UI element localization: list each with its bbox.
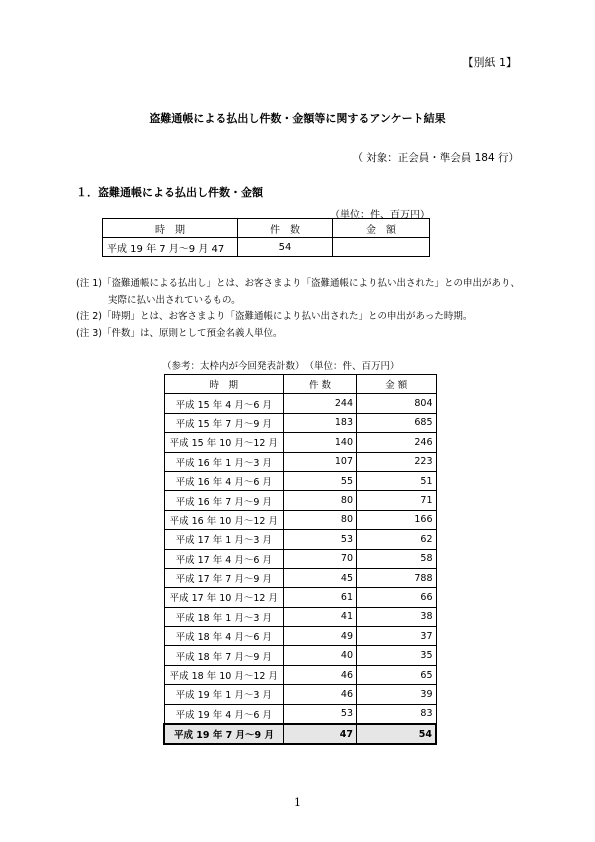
attachment-label: 【別紙 1】 <box>462 56 517 69</box>
table-row <box>164 627 436 646</box>
amount-cell: 685 <box>357 413 437 432</box>
amount-cell: 788 <box>357 568 437 587</box>
amount-cell: 71 <box>357 491 437 510</box>
table-row <box>164 491 436 510</box>
count-cell: 107 <box>284 452 357 471</box>
table-row <box>164 510 436 529</box>
section-heading: １．盗難通帳による払出し件数・金額 <box>76 186 263 199</box>
table-row <box>164 452 436 471</box>
amount-cell: 35 <box>357 646 437 665</box>
count-cell: 47 <box>284 724 357 744</box>
highlight-row <box>164 724 436 744</box>
page-number: 1 <box>294 796 301 809</box>
table-header-row <box>164 375 436 394</box>
period-cell: 平成 15 年 7 月～9 月 <box>164 413 284 432</box>
note-1-cont: 実際に払い出されているもの。 <box>108 294 241 306</box>
table-row <box>164 433 436 452</box>
period-cell: 平成 19 年 7 月～9 月 <box>164 724 284 744</box>
table-header-row <box>103 219 430 238</box>
period-cell: 平成 18 年 1 月～3 月 <box>164 607 284 626</box>
document-title: 盗難通帳による払出し件数・金額等に関するアンケート結果 <box>149 112 446 125</box>
count-cell: 53 <box>284 530 357 549</box>
period-cell: 平成 17 年 7 月～9 月 <box>164 568 284 587</box>
count-inline: 47 <box>211 243 225 255</box>
count-cell: 46 <box>284 685 357 704</box>
survey-target: （ 対象：正会員・準会員 184 行） <box>352 152 519 164</box>
count-cell: 55 <box>284 471 357 490</box>
table-row <box>164 607 436 626</box>
amount-cell: 166 <box>357 510 437 529</box>
amount-cell: 37 <box>357 627 437 646</box>
amount-cell: 62 <box>357 530 437 549</box>
period-cell: 平成 15 年 10 月～12 月 <box>164 433 284 452</box>
table-row <box>164 549 436 568</box>
count-cell: 80 <box>284 491 357 510</box>
count-cell: 80 <box>284 510 357 529</box>
period-cell: 平成 17 年 10 月～12 月 <box>164 588 284 607</box>
count-cell: 140 <box>284 433 357 452</box>
amount-cell: 39 <box>357 685 437 704</box>
amount-cell: 66 <box>357 588 437 607</box>
table-row <box>164 704 436 724</box>
amount-cell: 83 <box>357 704 437 724</box>
amount-cell: 65 <box>357 665 437 684</box>
period-cell: 平成 17 年 4 月～6 月 <box>164 549 284 568</box>
row-period <box>103 238 238 257</box>
reference-caption: （参考：太枠内が今回発表計数） （単位：件、百万円） <box>162 361 400 372</box>
unit-label: （単位：件、百万円） <box>330 210 430 221</box>
period-cell: 平成 15 年 4 月～6 月 <box>164 394 284 413</box>
header-period: 時 期 <box>103 219 238 238</box>
period-cell: 平成 17 年 1 月～3 月 <box>164 530 284 549</box>
table-row <box>164 588 436 607</box>
table-row <box>164 394 436 413</box>
period-cell: 平成 19 年 4 月～6 月 <box>164 704 284 724</box>
header-amount: 金 額 <box>357 375 437 394</box>
period-text: 平成 19 年 7 月～9 月 <box>107 243 209 255</box>
count-cell: 61 <box>284 588 357 607</box>
count-cell: 46 <box>284 665 357 684</box>
header-period: 時 期 <box>164 375 284 394</box>
count-cell: 244 <box>284 394 357 413</box>
amount-cell: 804 <box>357 394 437 413</box>
amount-cell: 54 <box>357 724 437 744</box>
amount-cell: 58 <box>357 549 437 568</box>
amount-cell: 223 <box>357 452 437 471</box>
header-count: 件 数 <box>284 375 357 394</box>
amount-cell: 38 <box>357 607 437 626</box>
header-count: 件 数 <box>238 219 333 238</box>
row-count: 54 <box>238 238 333 257</box>
count-cell: 183 <box>284 413 357 432</box>
period-cell: 平成 18 年 7 月～9 月 <box>164 646 284 665</box>
period-cell: 平成 18 年 10 月～12 月 <box>164 665 284 684</box>
table-row <box>164 530 436 549</box>
table-row <box>164 568 436 587</box>
notes <box>76 276 520 342</box>
header-amount: 金 額 <box>333 219 430 238</box>
count-cell: 53 <box>284 704 357 724</box>
period-cell: 平成 16 年 10 月～12 月 <box>164 510 284 529</box>
table-row <box>164 665 436 684</box>
reference-table <box>163 374 437 745</box>
table-row <box>164 685 436 704</box>
count-cell: 70 <box>284 549 357 568</box>
table-row <box>103 238 430 257</box>
period-cell: 平成 19 年 1 月～3 月 <box>164 685 284 704</box>
table-row <box>164 413 436 432</box>
note-2: (注 2)「時期」とは、お客さまより「盗難通帳により払い出された」との申出があった時期。 <box>76 311 473 322</box>
row-amount <box>333 238 430 257</box>
period-cell: 平成 16 年 7 月～9 月 <box>164 491 284 510</box>
period-cell: 平成 18 年 4 月～6 月 <box>164 627 284 646</box>
amount-cell: 246 <box>357 433 437 452</box>
summary-table <box>102 218 430 257</box>
amount-cell: 51 <box>357 471 437 490</box>
count-cell: 40 <box>284 646 357 665</box>
count-cell: 49 <box>284 627 357 646</box>
period-cell: 平成 16 年 1 月～3 月 <box>164 452 284 471</box>
period-cell: 平成 16 年 4 月～6 月 <box>164 471 284 490</box>
table-row <box>164 646 436 665</box>
table-row <box>164 471 436 490</box>
count-cell: 45 <box>284 568 357 587</box>
count-cell: 41 <box>284 607 357 626</box>
note-3: (注 3)「件数」は、原則として預金名義人単位。 <box>76 327 283 339</box>
note-1: (注 1)「盗難通帳による払出し」とは、お客さまより「盗難通帳により払い出された」との申出があり、 <box>76 278 520 289</box>
